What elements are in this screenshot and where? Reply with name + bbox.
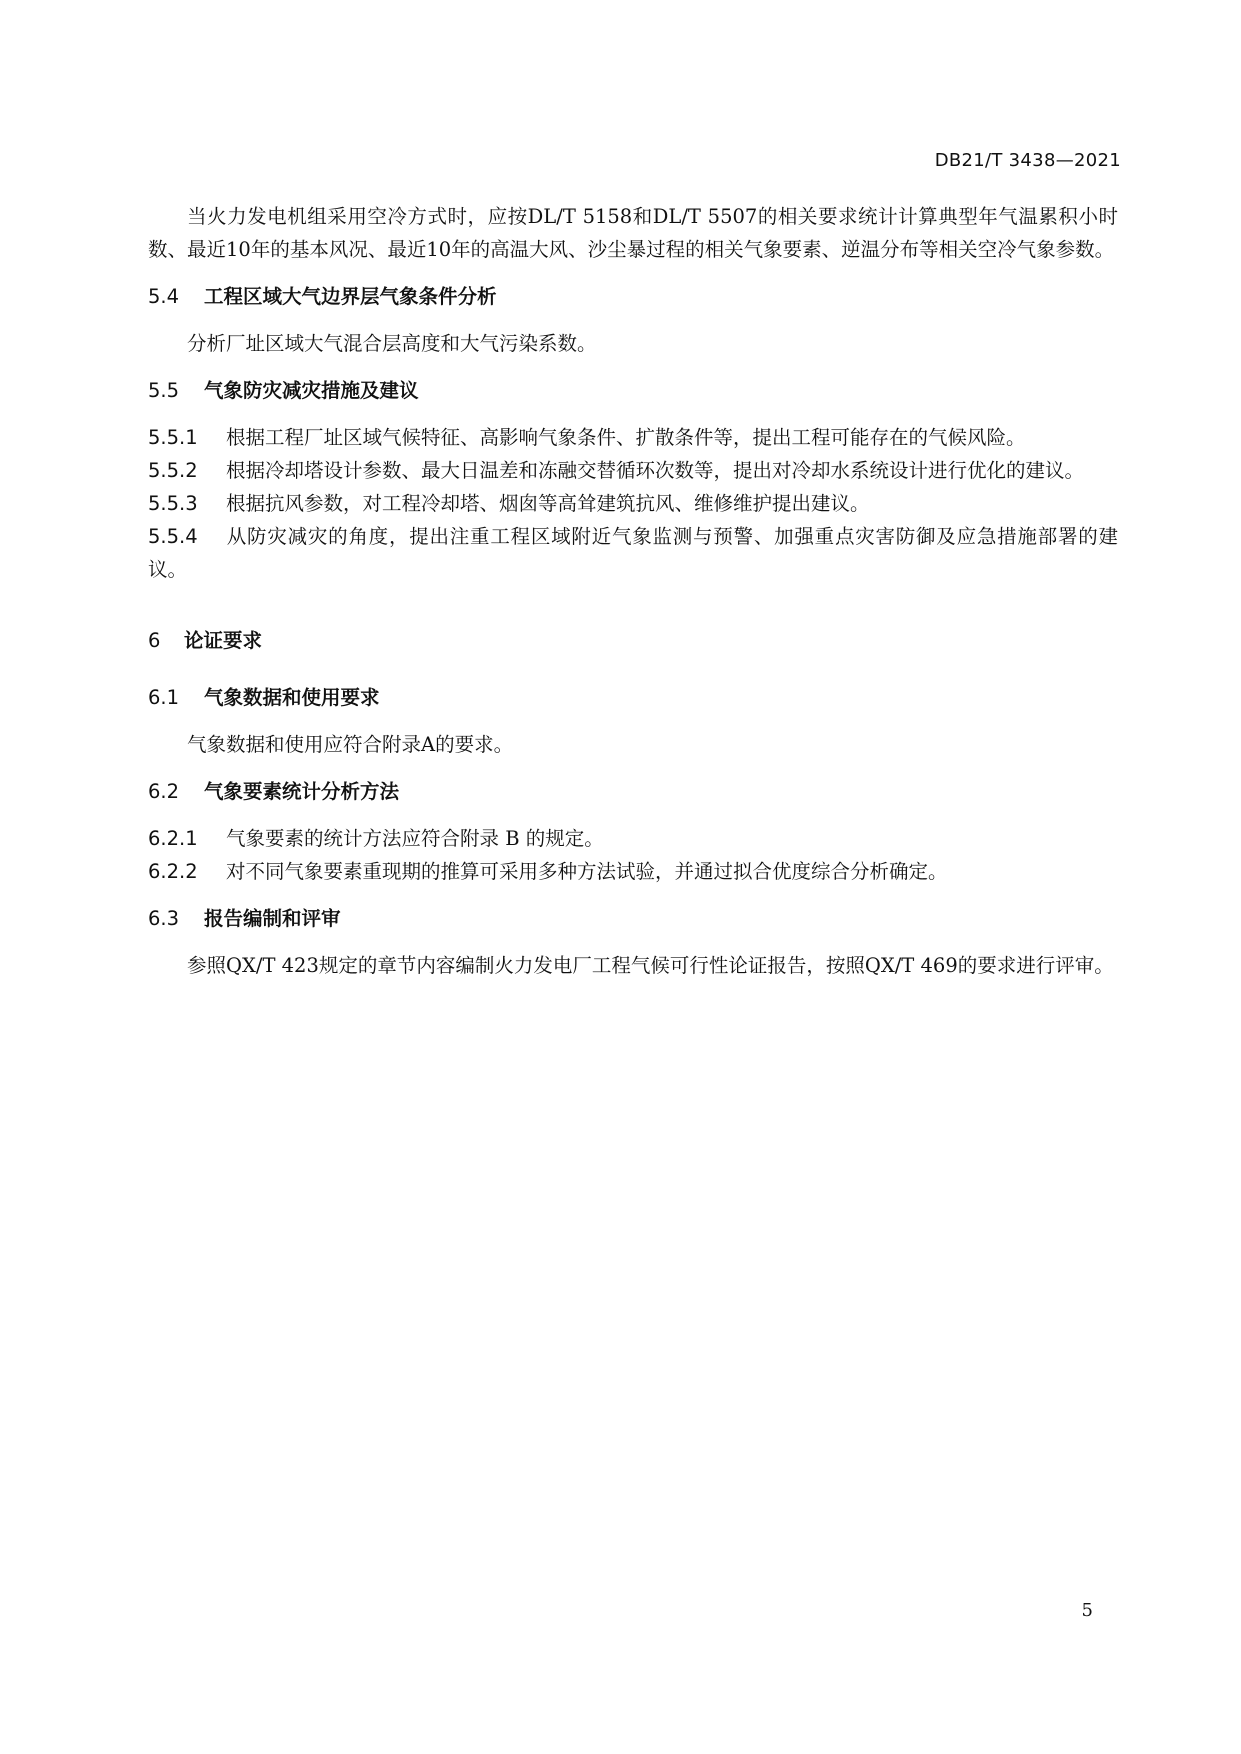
section-heading-6-3	[148, 902, 1118, 935]
section-heading-5-5	[148, 374, 1118, 407]
section-number: 5.4	[148, 285, 180, 308]
clause-text: 对不同气象要素重现期的推算可采用多种方法试验，并通过拟合优度综合分析确定。	[226, 860, 948, 883]
paragraph-data-requirements: 气象数据和使用应符合附录A的要求。	[187, 733, 514, 756]
section-title: 气象要素统计分析方法	[204, 780, 400, 803]
clause-text: 根据工程厂址区域气候特征、高影响气象条件、扩散条件等，提出工程可能存在的气候风险。	[226, 426, 1026, 449]
document-code: DB21/T 3438—2021	[934, 150, 1121, 171]
section-number: 6.3	[148, 907, 180, 930]
clause-text: 根据抗风参数，对工程冷却塔、烟囱等高耸建筑抗风、维修维护提出建议。	[226, 492, 870, 515]
section-number: 5.5	[148, 379, 180, 402]
paragraph-boundary-layer: 分析厂址区域大气混合层高度和大气污染系数。	[187, 332, 597, 355]
section-heading-5-4	[148, 280, 1118, 313]
section-number: 6.1	[148, 686, 180, 709]
chapter-title: 论证要求	[184, 629, 263, 652]
clause-6-2-2	[148, 855, 1118, 888]
paragraph-air-cooling: 当火力发电机组采用空冷方式时，应按DL/T 5158和DL/T 5507的相关要求统计计算典型年气温累积小时数、最近10年的基本风况、最近10年的高温大风、沙尘暴过程的相关气象要素、逆温分布等相关空冷气象参数。	[148, 205, 1119, 261]
page-number: 5	[1081, 1600, 1093, 1621]
section-title: 工程区域大气边界层气象条件分析	[204, 285, 497, 308]
clause-text: 气象要素的统计方法应符合附录 B 的规定。	[226, 827, 604, 850]
chapter-heading-6	[148, 624, 1118, 657]
clause-number: 5.5.4	[148, 525, 198, 548]
clause-5-5-3	[148, 487, 1118, 520]
clause-number: 6.2.2	[148, 860, 198, 883]
clause-number: 5.5.2	[148, 459, 198, 482]
clause-6-2-1	[148, 822, 1118, 855]
section-heading-6-2	[148, 775, 1118, 808]
section-number: 6.2	[148, 780, 180, 803]
clause-number: 6.2.1	[148, 827, 198, 850]
paragraph-report-review: 参照QX/T 423规定的章节内容编制火力发电厂工程气候可行性论证报告，按照QX/T 469的要求进行评审。	[187, 954, 1114, 977]
clause-text: 根据冷却塔设计参数、最大日温差和冻融交替循环次数等，提出对冷却水系统设计进行优化的建议。	[226, 459, 1085, 482]
clause-number: 5.5.3	[148, 492, 198, 515]
clause-text: 从防灾减灾的角度，提出注重工程区域附近气象监测与预警、加强重点灾害防御及应急措施部署的建议。	[148, 525, 1118, 581]
clause-5-5-1	[148, 421, 1118, 454]
section-title: 报告编制和评审	[204, 907, 341, 930]
document-body	[148, 200, 1118, 982]
chapter-number: 6	[148, 629, 161, 652]
section-title: 气象数据和使用要求	[204, 686, 380, 709]
clause-5-5-4	[148, 520, 1118, 586]
clause-5-5-2	[148, 454, 1118, 487]
section-title: 气象防灾减灾措施及建议	[204, 379, 419, 402]
clause-number: 5.5.1	[148, 426, 198, 449]
section-heading-6-1	[148, 681, 1118, 714]
